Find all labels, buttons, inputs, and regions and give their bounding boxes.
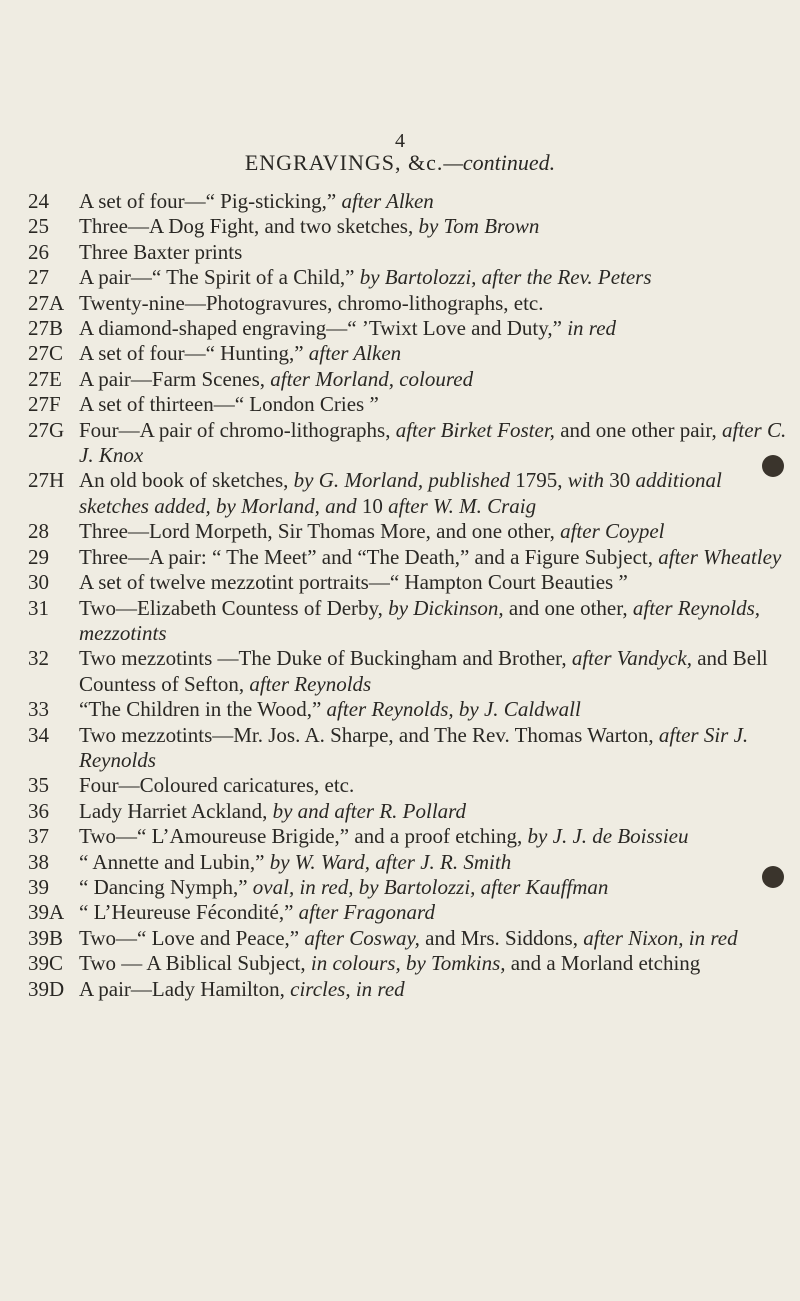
lot-text: “The Children in the Wood,” — [79, 697, 327, 722]
lot-entry — [28, 367, 788, 392]
lot-description — [79, 214, 788, 239]
lot-entry — [28, 850, 788, 875]
lot-text: 1795, — [510, 468, 568, 493]
lot-text: and one other pair, — [554, 417, 723, 442]
lot-entry — [28, 240, 788, 265]
lot-description — [79, 824, 788, 849]
lot-text: A diamond-shaped engraving—“ ’Twixt Love and Duty,” — [79, 316, 568, 341]
lot-attribution: after Alken — [341, 189, 434, 213]
lot-text: and one other, — [503, 595, 633, 620]
lot-number: 39C — [28, 951, 64, 976]
lot-entry — [28, 570, 788, 595]
lot-text: Four—A pair of chromo-lithographs, — [79, 417, 396, 442]
lot-description — [79, 545, 788, 570]
lot-attribution: additional sketches added, by Morland, and — [79, 468, 722, 518]
lot-attribution: after Cosway, — [304, 925, 420, 950]
running-head-continued: —continued. — [443, 150, 556, 175]
lot-description — [79, 418, 788, 469]
lot-attribution: with — [567, 468, 604, 493]
binding-hole — [762, 866, 784, 888]
lot-description — [79, 773, 788, 798]
lot-attribution: after Nixon, in red — [583, 925, 738, 950]
lot-description — [79, 926, 788, 951]
lot-entry — [28, 316, 788, 341]
lot-entry — [28, 977, 788, 1002]
lot-attribution: after Wheatley — [658, 544, 782, 569]
lot-attribution: after Reynolds, mezzotints — [79, 595, 761, 645]
lot-number: 39 — [28, 874, 49, 899]
lot-text: Two—“ Love and Peace,” — [79, 925, 305, 950]
lot-description — [79, 900, 788, 925]
lot-description — [79, 291, 788, 316]
lot-description — [79, 468, 788, 519]
lot-number: 32 — [28, 646, 49, 671]
lot-text: and a Morland etching — [505, 951, 701, 976]
lot-number: 27G — [28, 417, 65, 442]
lot-number: 27C — [28, 341, 64, 366]
lot-text: A set of four—“ Pig-sticking,” — [79, 189, 342, 213]
lot-number: 33 — [28, 697, 49, 722]
lot-text: and Mrs. Siddons, — [419, 925, 584, 950]
lot-description — [79, 189, 788, 214]
running-head-title: ENGRAVINGS, &c. — [244, 150, 444, 175]
lot-entry — [28, 468, 788, 519]
lot-description — [79, 265, 788, 290]
lot-attribution: after Coypel — [560, 519, 665, 544]
lot-description — [79, 875, 788, 900]
lot-text: Three Baxter prints — [79, 239, 243, 264]
lot-number: 27E — [28, 366, 62, 391]
lot-attribution: by Dickinson, — [388, 595, 504, 620]
lot-attribution: in colours, by Tomkins, — [310, 951, 506, 976]
lot-attribution: by W. Ward, after J. R. Smith — [269, 849, 512, 874]
lot-number: 39A — [28, 900, 65, 925]
lot-text: Two—Elizabeth Countess of Derby, — [79, 595, 389, 620]
lot-entry — [28, 773, 788, 798]
lot-entry — [28, 697, 788, 722]
lot-attribution: by Bartolozzi, after the Rev. Peters — [359, 265, 652, 290]
lot-attribution: after W. M. Craig — [388, 493, 537, 518]
lot-attribution: after Fragonard — [298, 900, 435, 925]
lot-description — [79, 392, 788, 417]
lot-attribution: after Reynolds, by J. Caldwall — [326, 697, 581, 722]
lot-text: Three—A Dog Fight, and two sketches, — [79, 214, 419, 239]
lot-number: 34 — [28, 722, 49, 747]
lot-description — [79, 519, 788, 544]
lot-entry — [28, 646, 788, 697]
lot-text: Four—Coloured caricatures, etc. — [79, 773, 355, 798]
lot-entry — [28, 723, 788, 774]
lot-description — [79, 799, 788, 824]
lot-number: 30 — [28, 570, 49, 595]
lot-number: 27A — [28, 290, 65, 315]
lot-attribution: by J. J. de Boissieu — [527, 824, 689, 849]
lot-number: 31 — [28, 595, 49, 620]
lot-description — [79, 951, 788, 976]
lot-text: “ Annette and Lubin,” — [79, 849, 270, 874]
lot-description — [79, 697, 788, 722]
lot-description — [79, 596, 788, 647]
lot-entry — [28, 392, 788, 417]
lot-entry — [28, 926, 788, 951]
lot-text: An old book of sketches, — [79, 468, 294, 493]
lot-number: 37 — [28, 824, 49, 849]
lot-attribution: by and after R. Pollard — [272, 798, 467, 823]
lot-text: A pair—Farm Scenes, — [79, 366, 271, 391]
lot-attribution: by G. Morland, published — [293, 468, 511, 493]
lot-list — [28, 189, 788, 1002]
lot-number: 26 — [28, 239, 49, 264]
lot-entry — [28, 291, 788, 316]
lot-text: Two mezzotints—Mr. Jos. A. Sharpe, and The Rev. Thomas Warton, — [79, 722, 659, 747]
lot-entry — [28, 875, 788, 900]
lot-attribution: after Reynolds — [249, 671, 372, 696]
lot-number: 28 — [28, 519, 49, 544]
lot-text: A pair—Lady Hamilton, — [79, 976, 291, 1001]
lot-text: A set of four—“ Hunting,” — [79, 341, 309, 366]
lot-attribution: after Birket Foster, — [395, 417, 555, 442]
lot-description — [79, 316, 788, 341]
lot-number: 27 — [28, 265, 49, 290]
lot-entry — [28, 418, 788, 469]
lot-description — [79, 341, 788, 366]
lot-attribution: after C. J. Knox — [79, 417, 787, 468]
lot-number: 39B — [28, 925, 64, 950]
lot-text: “ Dancing Nymph,” — [79, 874, 253, 899]
lot-attribution: in red — [567, 316, 617, 341]
lot-entry — [28, 951, 788, 976]
lot-text: A pair—“ The Spirit of a Child,” — [79, 265, 360, 290]
running-head — [0, 150, 800, 176]
lot-entry — [28, 265, 788, 290]
page-number: 4 — [395, 130, 405, 152]
lot-number: 27F — [28, 392, 61, 417]
lot-text: A set of thirteen—“ London Cries ” — [79, 392, 379, 417]
lot-attribution: after Vandyck, — [571, 646, 692, 671]
lot-entry — [28, 596, 788, 647]
lot-text: Three—A pair: “ The Meet” and “The Death,” and a Figure Subject, — [79, 544, 659, 569]
lot-entry — [28, 189, 788, 214]
lot-number: 39D — [28, 976, 65, 1001]
lot-attribution: after Morland, coloured — [270, 366, 474, 391]
lot-attribution: circles, in red — [290, 976, 405, 1001]
lot-entry — [28, 214, 788, 239]
binding-hole — [762, 455, 784, 477]
lot-number: 27H — [28, 468, 65, 493]
lot-number: 35 — [28, 773, 49, 798]
lot-entry — [28, 799, 788, 824]
lot-text: “ L’Heureuse Fécondité,” — [79, 900, 299, 925]
lot-number: 24 — [28, 189, 49, 213]
lot-text: Twenty-nine—Photogravures, chromo-lithographs, etc. — [79, 290, 544, 315]
lot-description — [79, 240, 788, 265]
lot-text: 10 — [356, 493, 389, 518]
lot-text: Three—Lord Morpeth, Sir Thomas More, and one other, — [79, 519, 561, 544]
lot-entry — [28, 545, 788, 570]
lot-entry — [28, 519, 788, 544]
lot-entry — [28, 824, 788, 849]
lot-entry — [28, 900, 788, 925]
lot-attribution: after Alken — [308, 341, 402, 366]
lot-description — [79, 570, 788, 595]
lot-description — [79, 850, 788, 875]
lot-entry — [28, 341, 788, 366]
lot-attribution: by Tom Brown — [418, 214, 540, 239]
lot-attribution: after Sir J. Reynolds — [79, 722, 749, 772]
lot-text: Lady Harriet Ackland, — [79, 798, 273, 823]
lot-text: Two — A Biblical Subject, — [79, 951, 311, 976]
lot-description — [79, 977, 788, 1002]
lot-attribution: oval, in red, by Bartolozzi, after Kauffman — [252, 874, 609, 899]
lot-number: 36 — [28, 798, 49, 823]
lot-text: and Bell Countess of Sefton, — [79, 646, 768, 696]
lot-text: Two—“ L’Amoureuse Brigide,” and a proof etching, — [79, 824, 528, 849]
lot-description — [79, 723, 788, 774]
lot-description — [79, 367, 788, 392]
lot-number: 25 — [28, 214, 49, 239]
lot-text: Two mezzotints —The Duke of Buckingham and Brother, — [79, 646, 572, 671]
lot-text: 30 — [603, 468, 636, 493]
lot-number: 29 — [28, 544, 49, 569]
lot-text: A set of twelve mezzotint portraits—“ Hampton Court Beauties ” — [79, 570, 628, 595]
lot-number: 27B — [28, 316, 64, 341]
lot-description — [79, 646, 788, 697]
lot-number: 38 — [28, 849, 49, 874]
